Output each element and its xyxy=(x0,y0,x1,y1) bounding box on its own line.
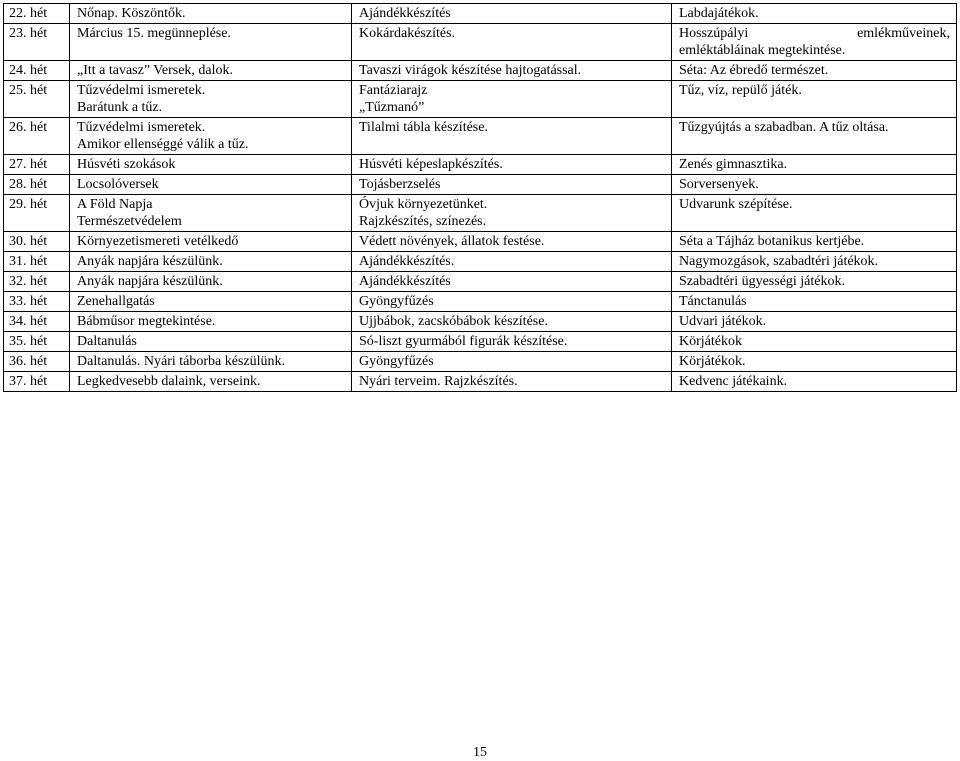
craft-cell: Kokárdakészítés. xyxy=(352,24,672,61)
week-cell: 26. hét xyxy=(4,118,70,155)
topic-text: A Föld Napja xyxy=(77,197,153,212)
topic-cell: „Itt a tavasz” Versek, dalok. xyxy=(70,61,352,81)
topic-cell: Környezetismereti vetélkedő xyxy=(70,232,352,252)
craft-cell: Tavaszi virágok készítése hajtogatással. xyxy=(352,61,672,81)
craft-cell: Tilalmi tábla készítése. xyxy=(352,118,672,155)
week-cell: 30. hét xyxy=(4,232,70,252)
craft-cell: Só-liszt gyurmából figurák készítése. xyxy=(352,332,672,352)
activity-cell: Udvarunk szépítése. xyxy=(672,195,957,232)
topic-cell xyxy=(70,81,352,118)
craft-cell: Védett növények, állatok festése. xyxy=(352,232,672,252)
craft-cell: Nyári terveim. Rajzkészítés. xyxy=(352,372,672,392)
topic-text: Természetvédelem xyxy=(77,214,182,229)
activity-cell: Sorversenyek. xyxy=(672,175,957,195)
topic-cell: Zenehallgatás xyxy=(70,292,352,312)
table-row xyxy=(4,61,957,81)
craft-text: „Tűzmanó” xyxy=(359,100,425,115)
activity-cell: Udvari játékok. xyxy=(672,312,957,332)
table-row xyxy=(4,4,957,24)
table-row xyxy=(4,292,957,312)
table-row xyxy=(4,118,957,155)
activity-cell: Tűzgyújtás a szabadban. A tűz oltása. xyxy=(672,118,957,155)
craft-cell: Húsvéti képeslapkészítés. xyxy=(352,155,672,175)
activity-cell: Séta a Tájház botanikus kertjébe. xyxy=(672,232,957,252)
topic-text: Amikor ellenséggé válik a tűz. xyxy=(77,137,249,152)
table-row xyxy=(4,312,957,332)
week-cell: 36. hét xyxy=(4,352,70,372)
activity-text: emléktábláinak megtekintése. xyxy=(679,43,846,58)
topic-text: Barátunk a tűz. xyxy=(77,100,163,115)
craft-cell: Ajándékkészítés. xyxy=(352,252,672,272)
topic-cell xyxy=(70,118,352,155)
activity-cell: Körjátékok. xyxy=(672,352,957,372)
topic-cell: Nőnap. Köszöntők. xyxy=(70,4,352,24)
week-cell: 28. hét xyxy=(4,175,70,195)
table-row xyxy=(4,195,957,232)
activity-cell: Zenés gimnasztika. xyxy=(672,155,957,175)
table-row xyxy=(4,24,957,61)
table-row xyxy=(4,272,957,292)
craft-cell: Tojásberzselés xyxy=(352,175,672,195)
activity-text: emlékműveinek, xyxy=(857,26,950,41)
week-cell: 27. hét xyxy=(4,155,70,175)
table-row xyxy=(4,175,957,195)
craft-cell: Ujjbábok, zacskóbábok készítése. xyxy=(352,312,672,332)
craft-cell xyxy=(352,81,672,118)
topic-cell: Daltanulás xyxy=(70,332,352,352)
topic-cell: Húsvéti szokások xyxy=(70,155,352,175)
topic-text: Tűzvédelmi ismeretek. xyxy=(77,83,206,98)
topic-cell: Locsolóversek xyxy=(70,175,352,195)
activity-cell: Tánctanulás xyxy=(672,292,957,312)
topic-cell: Anyák napjára készülünk. xyxy=(70,272,352,292)
table-row xyxy=(4,352,957,372)
week-cell: 33. hét xyxy=(4,292,70,312)
table-row xyxy=(4,155,957,175)
activity-cell: Nagymozgások, szabadtéri játékok. xyxy=(672,252,957,272)
topic-cell: Bábműsor megtekintése. xyxy=(70,312,352,332)
topic-cell: Legkedvesebb dalaink, verseink. xyxy=(70,372,352,392)
activity-text: Hosszúpályi xyxy=(679,26,749,41)
table-row xyxy=(4,232,957,252)
craft-cell: Ajándékkészítés xyxy=(352,272,672,292)
activity-cell: Labdajátékok. xyxy=(672,4,957,24)
topic-text: Tűzvédelmi ismeretek. xyxy=(77,120,206,135)
topic-cell: Daltanulás. Nyári táborba készülünk. xyxy=(70,352,352,372)
craft-text: Rajzkészítés, színezés. xyxy=(359,214,487,229)
week-cell: 35. hét xyxy=(4,332,70,352)
craft-cell: Ajándékkészítés xyxy=(352,4,672,24)
week-cell: 25. hét xyxy=(4,81,70,118)
topic-cell: Március 15. megünneplése. xyxy=(70,24,352,61)
table-row xyxy=(4,372,957,392)
week-cell: 24. hét xyxy=(4,61,70,81)
week-cell: 34. hét xyxy=(4,312,70,332)
activity-cell: Kedvenc játékaink. xyxy=(672,372,957,392)
activity-cell: Séta: Az ébredő természet. xyxy=(672,61,957,81)
week-cell: 22. hét xyxy=(4,4,70,24)
activity-cell: Szabadtéri ügyességi játékok. xyxy=(672,272,957,292)
craft-text: Óvjuk környezetünket. xyxy=(359,197,488,212)
craft-cell: Gyöngyfűzés xyxy=(352,352,672,372)
week-cell: 37. hét xyxy=(4,372,70,392)
activity-cell xyxy=(672,24,957,61)
activity-cell: Tűz, víz, repülő játék. xyxy=(672,81,957,118)
week-cell: 31. hét xyxy=(4,252,70,272)
table-row xyxy=(4,332,957,352)
topic-cell xyxy=(70,195,352,232)
activity-line xyxy=(679,25,950,42)
week-cell: 29. hét xyxy=(4,195,70,232)
craft-cell xyxy=(352,195,672,232)
topic-cell: Anyák napjára készülünk. xyxy=(70,252,352,272)
week-cell: 23. hét xyxy=(4,24,70,61)
page-number: 15 xyxy=(473,745,487,760)
week-cell: 32. hét xyxy=(4,272,70,292)
craft-cell: Gyöngyfűzés xyxy=(352,292,672,312)
weekly-plan-table xyxy=(3,3,957,392)
table-row xyxy=(4,252,957,272)
craft-text: Fantáziarajz xyxy=(359,83,428,98)
table-row xyxy=(4,81,957,118)
activity-cell: Körjátékok xyxy=(672,332,957,352)
